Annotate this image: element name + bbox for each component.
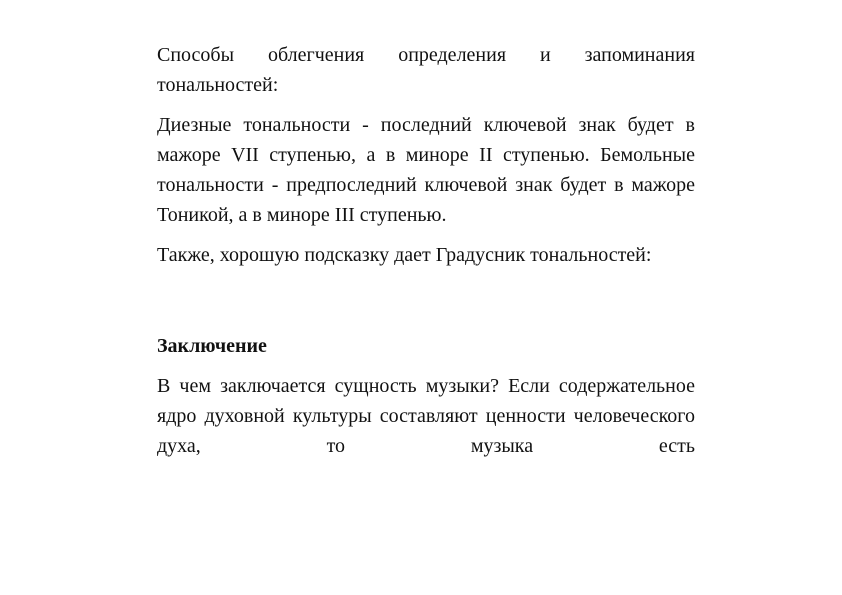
paragraph-key-signatures: Диезные тональности - последний ключевой знак будет в мажоре VII ступенью, а в миноре II ступенью. Бемольные тональности - предпоследний ключевой знак будет в мажоре Тоникой, а в миноре III ступенью. bbox=[157, 114, 695, 226]
paragraph-methods-intro: Способы облегчения определения и запоминания тональностей: bbox=[157, 44, 695, 96]
document-body bbox=[157, 40, 695, 471]
blank-space bbox=[157, 280, 695, 331]
paragraph-conclusion: В чем заключается сущность музыки? Если содержательное ядро духовной культуры составляют ценности человеческого духа, то музыка есть bbox=[157, 375, 695, 457]
conclusion-heading: Заключение bbox=[157, 335, 267, 357]
paragraph-thermometer-hint: Также, хорошую подсказку дает Градусник тональностей: bbox=[157, 244, 652, 266]
